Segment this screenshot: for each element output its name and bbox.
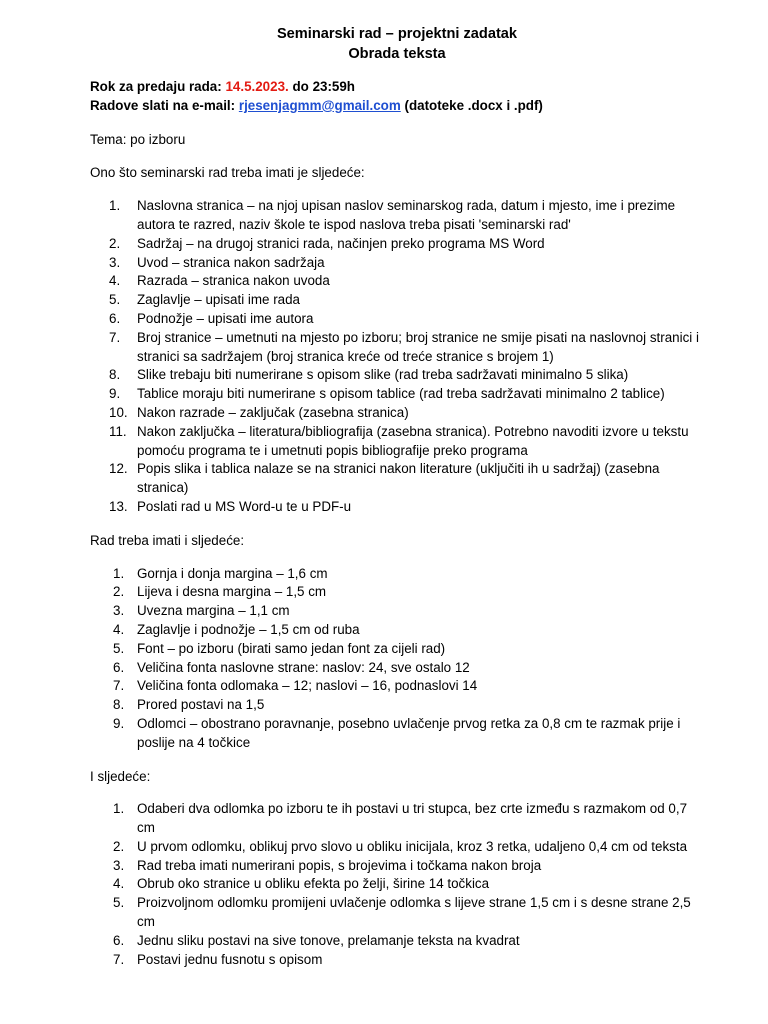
deadline-line	[90, 78, 704, 97]
list-item-text: Zaglavlje i podnožje – 1,5 cm od ruba	[137, 621, 360, 637]
list-item-number: 10.	[109, 404, 128, 420]
list-item	[90, 366, 704, 385]
list-item	[90, 659, 704, 678]
list-item-number: 5.	[109, 292, 121, 308]
list-item-number: 6.	[109, 310, 121, 326]
list-item-text: Tablice moraju biti numerirane s opisom tablice (rad treba sadržavati minimalno 2 tablice)	[137, 386, 665, 402]
list-item-text: Nakon zaključka – literatura/bibliografija (zasebna stranica). Potrebno navoditi izvore u tekstu pomoću programa te i umetnuti popis bibliografije preko programa	[137, 423, 689, 458]
list-item-text: Odlomci – obostrano poravnanje, posebno uvlačenje prvog retka za 0,8 cm te razmak prije i poslije na 4 točkice	[137, 715, 681, 750]
list-item-number: 6.	[113, 659, 125, 675]
formatting-intro: Rad treba imati i sljedeće:	[90, 532, 245, 548]
list-item	[90, 602, 704, 621]
submission-info	[90, 78, 704, 116]
list-item-number: 2.	[109, 235, 121, 251]
list-item	[90, 894, 704, 932]
list-item-text: Veličina fonta naslovne strane: naslov: 24, sve ostalo 12	[137, 659, 470, 675]
topic-line: Tema: po izboru	[90, 131, 186, 147]
list-item	[90, 565, 704, 584]
list-item-number: 1.	[109, 198, 121, 214]
list-item-number: 1.	[113, 565, 125, 581]
list-item-text: Prored postavi na 1,5	[137, 697, 265, 713]
list-item	[90, 715, 704, 753]
list-item-text: Jednu sliku postavi na sive tonove, prelamanje teksta na kvadrat	[137, 932, 520, 948]
list-item-text: Veličina fonta odlomaka – 12; naslovi – 16, podnaslovi 14	[137, 678, 478, 694]
list-item	[90, 329, 704, 367]
list-item-number: 4.	[109, 273, 121, 289]
list-item-text: Slike trebaju biti numerirane s opisom slike (rad treba sadržavati minimalno 5 slika)	[137, 367, 629, 383]
list-item-text: Razrada – stranica nakon uvoda	[137, 273, 330, 289]
document-subtitle: Obrada teksta	[348, 46, 446, 62]
list-item-text: Postavi jednu fusnotu s opisom	[137, 951, 323, 967]
email-label: Radove slati na e-mail:	[90, 97, 236, 113]
list-item-number: 3.	[113, 857, 125, 873]
list-item-number: 8.	[113, 697, 125, 713]
list-item-number: 7.	[113, 678, 125, 694]
list-item	[90, 621, 704, 640]
list-item-number: 11.	[109, 423, 127, 439]
additional-intro: I sljedeće:	[90, 768, 151, 784]
list-item-number: 2.	[113, 838, 125, 854]
email-link[interactable]: rjesenjagmm@gmail.com	[238, 97, 401, 113]
formatting-list	[90, 565, 704, 753]
list-item-text: U prvom odlomku, oblikuj prvo slovo u obliku inicijala, kroz 3 retka, udaljeno 0,4 cm od teksta	[137, 838, 688, 854]
list-item-text: Broj stranice – umetnuti na mjesto po izboru; broj stranice ne smije pisati na naslovnoj stranici i stranici sa sadržajem (broj stranica kreće od treće stranice s brojem 1)	[137, 329, 699, 364]
list-item	[90, 310, 704, 329]
list-item-number: 9.	[113, 715, 125, 731]
list-item	[90, 677, 704, 696]
list-item	[90, 385, 704, 404]
list-item	[90, 197, 704, 235]
list-item-number: 4.	[113, 621, 125, 637]
additional-tasks-list	[90, 800, 704, 969]
deadline-time: do 23:59h	[292, 79, 355, 94]
requirements-list	[90, 197, 704, 517]
list-item-number: 4.	[113, 876, 125, 892]
list-item-number: 9.	[109, 386, 121, 402]
list-item-text: Poslati rad u MS Word-u te u PDF-u	[137, 498, 352, 514]
list-item	[90, 932, 704, 951]
list-item-text: Proizvoljnom odlomku promijeni uvlačenje odlomka s lijeve strane 1,5 cm i s desne strane 2,5 cm	[137, 895, 691, 930]
list-item-text: Sadržaj – na drugoj stranici rada, načinjen preko programa MS Word	[137, 235, 545, 251]
list-item-text: Naslovna stranica – na njoj upisan naslov seminarskog rada, datum i mjesto, ime i prezime autora te razred, naziv škole te ispod naslova treba pisati 'seminarski rad'	[137, 198, 676, 232]
list-item-number: 7.	[113, 951, 125, 967]
deadline-date: 14.5.2023.	[225, 79, 289, 94]
list-item-number: 1.	[113, 801, 125, 817]
list-item	[90, 460, 704, 498]
list-item-number: 13.	[109, 498, 128, 514]
list-item-number: 6.	[113, 932, 125, 948]
list-item-number: 5.	[113, 640, 125, 656]
list-item-text: Obrub oko stranice u obliku efekta po želji, širine 14 točkica	[137, 876, 490, 892]
requirements-intro: Ono što seminarski rad treba imati je sljedeće:	[90, 165, 365, 181]
list-item-number: 8.	[109, 367, 121, 383]
email-file-types: (datoteke .docx i .pdf)	[404, 97, 543, 113]
list-item	[90, 951, 704, 970]
list-item	[90, 696, 704, 715]
document-title: Seminarski rad – projektni zadatak	[276, 26, 518, 42]
list-item-text: Uvod – stranica nakon sadržaja	[137, 254, 325, 270]
list-item-text: Font – po izboru (birati samo jedan font za cijeli rad)	[137, 640, 446, 656]
list-item	[90, 498, 704, 517]
list-item-text: Rad treba imati numerirani popis, s brojevima i točkama nakon broja	[137, 857, 542, 873]
list-item-number: 3.	[113, 603, 125, 619]
list-item-text: Uvezna margina – 1,1 cm	[137, 603, 290, 619]
list-item	[90, 640, 704, 659]
list-item-number: 5.	[113, 895, 125, 911]
list-item-text: Gornja i donja margina – 1,6 cm	[137, 565, 328, 581]
list-item	[90, 857, 704, 876]
list-item-number: 2.	[113, 584, 125, 600]
list-item-text: Nakon razrade – zaključak (zasebna stranica)	[137, 404, 409, 420]
list-item	[90, 583, 704, 602]
list-item	[90, 800, 704, 838]
list-item	[90, 875, 704, 894]
list-item-text: Podnožje – upisati ime autora	[137, 310, 314, 326]
list-item	[90, 423, 704, 461]
list-item-text: Lijeva i desna margina – 1,5 cm	[137, 584, 327, 600]
list-item	[90, 254, 704, 273]
list-item	[90, 291, 704, 310]
list-item-number: 3.	[109, 254, 121, 270]
list-item	[90, 235, 704, 254]
deadline-label: Rok za predaju rada:	[90, 79, 222, 94]
list-item	[90, 404, 704, 423]
list-item-number: 12.	[109, 461, 128, 477]
email-line	[90, 97, 704, 116]
list-item-number: 7.	[109, 329, 121, 345]
list-item-text: Popis slika i tablica nalaze se na stranici nakon literature (uključiti ih u sadržaj) (zasebna stranica)	[137, 461, 660, 496]
list-item	[90, 272, 704, 291]
list-item	[90, 838, 704, 857]
list-item-text: Odaberi dva odlomka po izboru te ih postavi u tri stupca, bez crte između s razmakom od 0,7 cm	[137, 801, 688, 836]
list-item-text: Zaglavlje – upisati ime rada	[137, 292, 301, 308]
